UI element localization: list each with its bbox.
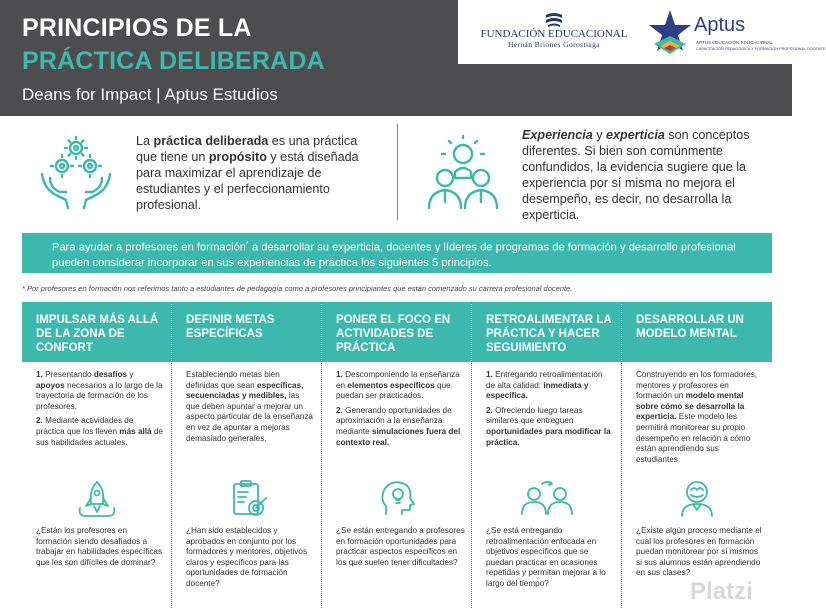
- principle-4-question: ¿Se está entregando retroalimentación enfocada en objetivos específicos que se puedan practicar en ocasiones repetidas y permitan mejorar a lo largo del tiempo?: [486, 526, 606, 588]
- principle-5: [622, 302, 772, 608]
- platzi-watermark: Platzi: [690, 578, 753, 605]
- principle-3: [322, 302, 472, 608]
- header: [0, 0, 826, 116]
- principle-1-body: 1. Presentando desafíos y apoyos necesarios a lo largo de la trayectoria de formación de los profesores. 2. Mediante actividades de práctica que los lleven más allá de sus habilidades actuales.: [36, 370, 164, 447]
- principle-3-question: ¿Se están entregando a profesores en formación oportunidades para practicar aspectos específicos en los que suelen tener dificultades?: [336, 526, 465, 567]
- fundacion-logo: [466, 8, 642, 58]
- principle-4: [472, 302, 622, 608]
- aptus-star-icon: [646, 8, 694, 56]
- principle-1-title: IMPULSAR MÁS ALLÁ DE LA ZONA DE CONFORT: [22, 302, 171, 362]
- intro-deliberate-practice: La práctica deliberada es una práctica que tiene un propósito y está diseñada para maximizar el aprendizaje de estudiantes y el perfeccionamiento profesional.: [136, 134, 359, 212]
- divider: [397, 124, 398, 220]
- aptus-name: Aptus: [694, 14, 746, 36]
- intro-section: [0, 116, 792, 234]
- principle-3-body: 1. Descomponiendo la enseñanza en elementos específicos que puedan ser practicados. 2. Generando oportunidades de aproximación a la enseñanza mediante simulaciones fuera del contexto real.: [336, 370, 461, 447]
- page-title-line1: PRINCIPIOS DE LA: [22, 14, 252, 42]
- expert-team-icon: [425, 134, 501, 212]
- principle-1: [22, 302, 172, 608]
- principle-3-title: PONER EL FOCO EN ACTIVIDADES DE PRÁCTICA: [322, 302, 471, 362]
- principle-5-title: DESARROLLAR UN MODELO MENTAL: [622, 302, 772, 362]
- aptus-logo: [646, 8, 826, 58]
- brain-person-icon: [622, 478, 772, 518]
- principles-banner: Para ayudar a profesores en formación* a desarrollar su experticia, docentes y líderes de programas de formación y desarrollo profesional pueden considerar incorporar en sus experiencias de práctica los siguientes 5 principios.: [22, 233, 772, 273]
- gears-hands-icon: [36, 134, 116, 214]
- fundacion-emblem-icon: [544, 12, 564, 28]
- fundacion-name: FUNDACIÓN EDUCACIONAL: [480, 28, 628, 40]
- footnote: * Por profesores en formación nos referimos tanto a estudiantes de pedagogía como a profesores principiantes que están comenzado su carrera profesional docente.: [22, 284, 573, 293]
- principle-2-body: Estableciendo metas bien definidas que sean específicas, secuenciadas y medibles, las que deben apuntar a mejorar un aspecto particular de la enseñanza en vez de apuntar a mejoras demasiado generales.: [186, 370, 313, 443]
- rocket-icon: [22, 478, 172, 518]
- principle-2-question: ¿Han sido establecidos y aprobados en conjunto por los formadores y mentores, objetivos claros y específicos para las oportunidades de formación docente?: [186, 526, 308, 588]
- principle-2: [172, 302, 322, 608]
- principle-5-body: Construyendo en los formadores, mentores y profesores en formación un modelo mental sobre cómo se desarrolla la experticia. Este modelo les permitirá monitorear su propio desempeño en relación a cómo están aprendiendo sus estudiantes.: [636, 370, 758, 464]
- aptus-tagline-1: APTUS EDUCACIÓN EDUCACIONAL: [696, 40, 774, 45]
- principle-1-question: ¿Están los profesores en formación siendo desafiados a trabajar en habilidades específicas que les son difíciles de dominar?: [36, 526, 163, 567]
- principle-2-title: DEFINIR METAS ESPECÍFICAS: [172, 302, 321, 362]
- fundacion-subname: Hernán Briones Gorostiaga: [507, 40, 601, 49]
- principle-5-question: ¿Existe algún proceso mediante el cual los profesores en formación puedan monitorear por sí mismos si sus alumnos están aprendiendo en sus clases?: [636, 526, 762, 578]
- page-title-line2: PRÁCTICA DELIBERADA: [22, 47, 325, 75]
- aptus-tagline-2: CAPACITACIÓN PEDAGÓGICA Y FORMACIÓN PROFESIONAL DOCENTE: [696, 47, 826, 51]
- page-subtitle: Deans for Impact | Aptus Estudios: [22, 85, 278, 104]
- feedback-people-icon: [472, 478, 622, 518]
- clipboard-target-icon: [172, 478, 322, 518]
- principle-4-body: 1. Entregando retroalimentación de alta calidad: inmediata y específica. 2. Ofreciendo luego tareas similares que entreguen oportunidades para modificar la práctica.: [486, 370, 611, 447]
- principle-4-title: RETROALIMENTAR LA PRÁCTICA Y HACER SEGUIMIENTO: [472, 302, 621, 362]
- logos-box: [458, 0, 826, 64]
- intro-experience: Experiencia y experticia son conceptos diferentes. Si bien son comúnmente confundidos, la evidencia sugiere que la experiencia por sí misma no mejora el desempeño, es decir, no desarrolla la experticia.: [522, 128, 750, 222]
- principles-columns: [22, 302, 772, 608]
- head-lightbulb-icon: [322, 478, 472, 518]
